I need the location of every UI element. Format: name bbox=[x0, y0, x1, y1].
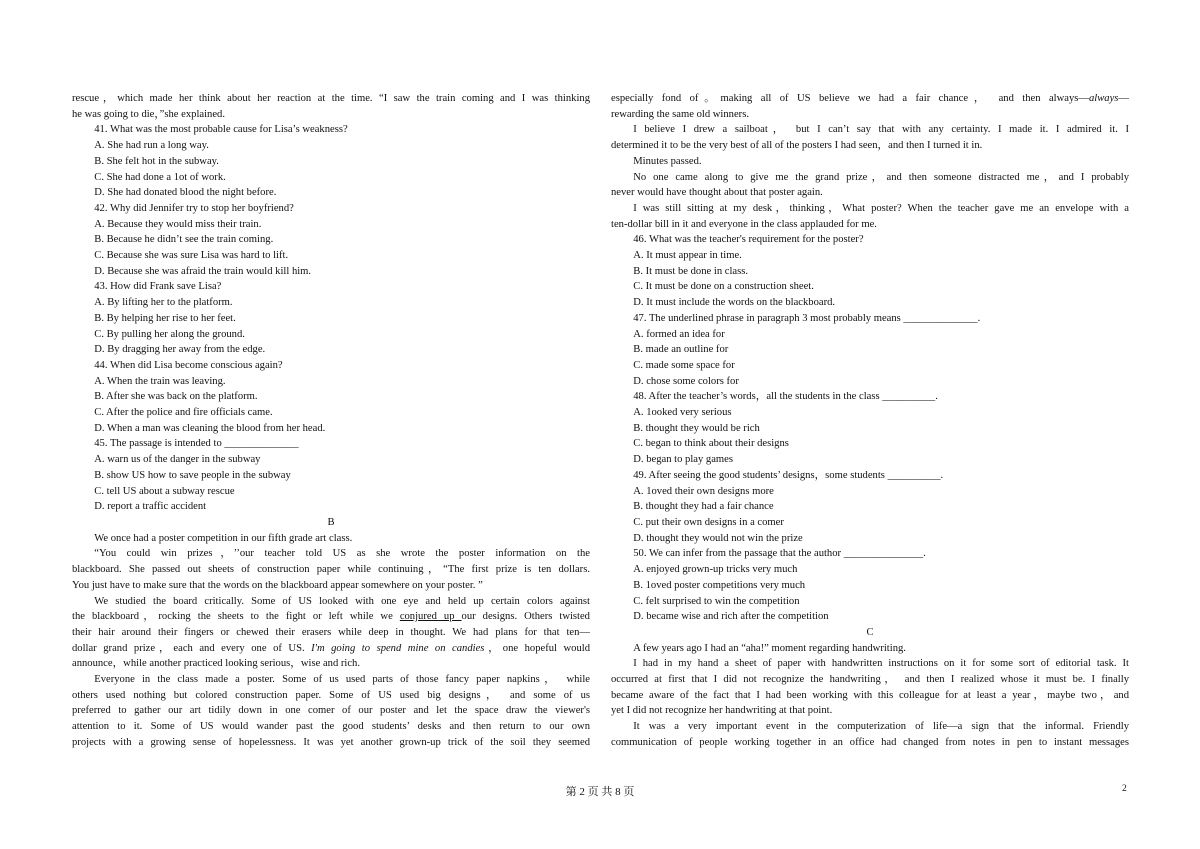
option: C. put their own designs in a comer bbox=[633, 516, 784, 528]
text-line bbox=[611, 91, 1129, 107]
option: A. formed an idea for bbox=[633, 328, 725, 340]
option: B. show US how to save people in the subway bbox=[94, 469, 291, 481]
question-42: 42. Why did Jennifer try to stop her boyfriend? bbox=[94, 202, 294, 214]
text-line: determined it to be the very best of all of the posters I had seen，and then I turned it in. bbox=[611, 140, 983, 152]
text-line: No one came along to give me the grand prize，and then someone distracted me，and I probably bbox=[633, 171, 1129, 183]
question-48: 48. After the teacher’s words，all the students in the class __________. bbox=[633, 391, 938, 403]
option: C. She had done a 1ot of work. bbox=[94, 171, 226, 183]
text-line: announce，while another practiced looking serious，wise and rich. bbox=[72, 658, 361, 670]
option: D. She had donated blood the night before. bbox=[94, 187, 277, 199]
option: D. Because she was afraid the train would kill him. bbox=[94, 265, 312, 277]
text-line: I had in my hand a sheet of paper with handwritten instructions on it for some sort of editorial task. It bbox=[633, 658, 1129, 670]
text-line: blackboard. She passed out sheets of construction paper while continuing，“The first prize is ten dollars. bbox=[72, 564, 590, 576]
text-line: never would have thought about that poster again. bbox=[611, 187, 823, 199]
text-line: their hair around their fingers or chewed their erasers while deep in thought. We had plans for that ten— bbox=[72, 626, 590, 638]
section-b-heading: B bbox=[327, 516, 335, 528]
text-line: Everyone in the class made a poster. Some of us used parts of those fancy paper napkins， while bbox=[94, 674, 590, 686]
italic-word: always bbox=[1088, 93, 1119, 104]
left-column bbox=[72, 91, 590, 751]
option: B. It must be done in class. bbox=[633, 265, 749, 277]
option: C. After the police and fire officials came. bbox=[94, 407, 273, 419]
text-line: yet I did not recognize her handwriting at that point. bbox=[611, 705, 833, 717]
text-line: We once had a poster competition in our fifth grade art class. bbox=[94, 532, 353, 544]
option: A. 1oved their own designs more bbox=[633, 485, 774, 497]
question-49: 49. After seeing the good students’ designs，some students __________. bbox=[633, 469, 944, 481]
text-line: A few years ago I had an “aha!” moment regarding handwriting. bbox=[633, 642, 906, 654]
page-number: 2 bbox=[1122, 784, 1127, 794]
text-line: You just have to make sure that the words on the blackboard appear somewhere on your poster. ” bbox=[72, 579, 483, 591]
option: A. warn us of the danger in the subway bbox=[94, 454, 261, 466]
text-span: the blackboard，rocking the sheets to the fight or left while we bbox=[72, 611, 400, 623]
option: D. By dragging her away from the edge. bbox=[94, 344, 266, 356]
text-line: I was still sitting at my desk，thinking，What poster? When the teacher gave me an envelope with a bbox=[633, 202, 1129, 214]
text-line: occurred at first that I did not recognize the handwriting， and then I realized whose it must be. I finally bbox=[611, 674, 1129, 686]
text-span: ，one hopeful would bbox=[484, 642, 590, 654]
text-line: became aware of the fact that I had been working with this colleague for at least a year，maybe two，and bbox=[611, 689, 1129, 701]
text-span: our designs. Others twisted bbox=[461, 611, 590, 623]
option: D. When a man was cleaning the blood from her head. bbox=[94, 422, 326, 434]
option: C. tell US about a subway rescue bbox=[94, 485, 235, 497]
text-line: preferred to gather our art tidily down in one comer of our poster and let the space draw the viewer's bbox=[72, 705, 590, 717]
text-line: attention to it. Some of US would wander past the good students’ desks and then return to our own bbox=[72, 721, 590, 733]
italic-quote: I'm going to spend mine on candies bbox=[311, 642, 485, 654]
option: C. Because she was sure Lisa was hard to lift. bbox=[94, 250, 289, 262]
option: C. made some space for bbox=[633, 359, 735, 371]
option: B. After she was back on the platform. bbox=[94, 391, 258, 403]
option: B. thought they would be rich bbox=[633, 422, 760, 434]
text-line: rewarding the same old winners. bbox=[611, 108, 749, 120]
text-line: Minutes passed. bbox=[633, 155, 702, 167]
text-line: others used nothing but colored construction paper. Some of US used big designs， and some of us bbox=[72, 689, 590, 701]
question-44: 44. When did Lisa become conscious again? bbox=[94, 359, 283, 371]
text-line: It was a very important event in the computerization of life—a sign that the informal. Friendly bbox=[633, 721, 1129, 733]
text-span: — bbox=[1118, 93, 1129, 104]
question-47: 47. The underlined phrase in paragraph 3 most probably means ______________. bbox=[633, 312, 981, 324]
option: A. 1ooked very serious bbox=[633, 407, 732, 419]
text-span: especially fond of。making all of US believe we had a fair chance， and then always— bbox=[611, 93, 1089, 104]
page-footer-label: 第 2 页 共 8 页 bbox=[565, 786, 635, 798]
text-span: dollar grand prize，each and every one of US. bbox=[72, 642, 312, 654]
text-line: We studied the board critically. Some of US looked with one eye and held up certain colors against bbox=[94, 595, 590, 607]
question-41: 41. What was the most probable cause for Lisa’s weakness? bbox=[94, 124, 348, 136]
option: A. It must appear in time. bbox=[633, 250, 742, 262]
option: A. By lifting her to the platform. bbox=[94, 297, 233, 309]
text-line: projects with a growing sense of hopelessness. It was yet another grown-up trick of the soil they seemed bbox=[72, 736, 590, 748]
text-line: rescue，which made her think about her reaction at the time. “I saw the train coming and I was thinking bbox=[72, 93, 590, 104]
question-45: 45. The passage is intended to ______________ bbox=[94, 438, 299, 450]
option: A. When the train was leaving. bbox=[94, 375, 226, 387]
text-line: ten-dollar bill in it and everyone in the class applauded for me. bbox=[611, 218, 877, 230]
option: C. It must be done on a construction sheet. bbox=[633, 281, 814, 293]
option: B. thought they had a fair chance bbox=[633, 501, 774, 513]
option: B. made an outline for bbox=[633, 344, 729, 356]
option: A. Because they would miss their train. bbox=[94, 218, 262, 230]
section-c-heading: C bbox=[866, 626, 874, 638]
option: B. By helping her rise to her feet. bbox=[94, 312, 236, 324]
right-column bbox=[611, 91, 1129, 751]
text-line: “You could win prizes，’’our teacher told US as she wrote the poster information on the bbox=[94, 548, 590, 560]
option: A. She had run a long way. bbox=[94, 140, 209, 152]
option: D. became wise and rich after the competition bbox=[633, 611, 829, 623]
option: D. report a traffic accident bbox=[94, 501, 207, 513]
option: D. It must include the words on the blackboard. bbox=[633, 297, 836, 309]
question-46: 46. What was the teacher's requirement for the poster? bbox=[633, 234, 864, 246]
option: D. chose some colors for bbox=[633, 375, 739, 387]
text-line: communication of people working together in an office had changed from notes in pen to instant messages bbox=[611, 736, 1129, 748]
underlined-phrase: conjured up bbox=[399, 611, 462, 623]
text-line bbox=[72, 609, 590, 625]
option: D. thought they would not win the prize bbox=[633, 532, 803, 544]
option: C. By pulling her along the ground. bbox=[94, 328, 245, 340]
question-43: 43. How did Frank save Lisa? bbox=[94, 281, 222, 293]
option: C. felt surprised to win the competition bbox=[633, 595, 800, 607]
option: B. She felt hot in the subway. bbox=[94, 155, 219, 167]
question-50: 50. We can infer from the passage that the author _______________. bbox=[633, 548, 926, 560]
text-line: he was going to die，”she explained. bbox=[72, 108, 225, 120]
option: B. Because he didn’t see the train coming. bbox=[94, 234, 274, 246]
option: C. began to think about their designs bbox=[633, 438, 789, 450]
option: B. 1oved poster competitions very much bbox=[633, 579, 806, 591]
option: D. began to play games bbox=[633, 454, 733, 466]
option: A. enjoyed grown-up tricks very much bbox=[633, 564, 798, 576]
text-line bbox=[72, 641, 590, 657]
text-line: I believe I drew a sailboat， but I can’t say that with any certainty. I made it. I admired it. I bbox=[633, 124, 1129, 136]
